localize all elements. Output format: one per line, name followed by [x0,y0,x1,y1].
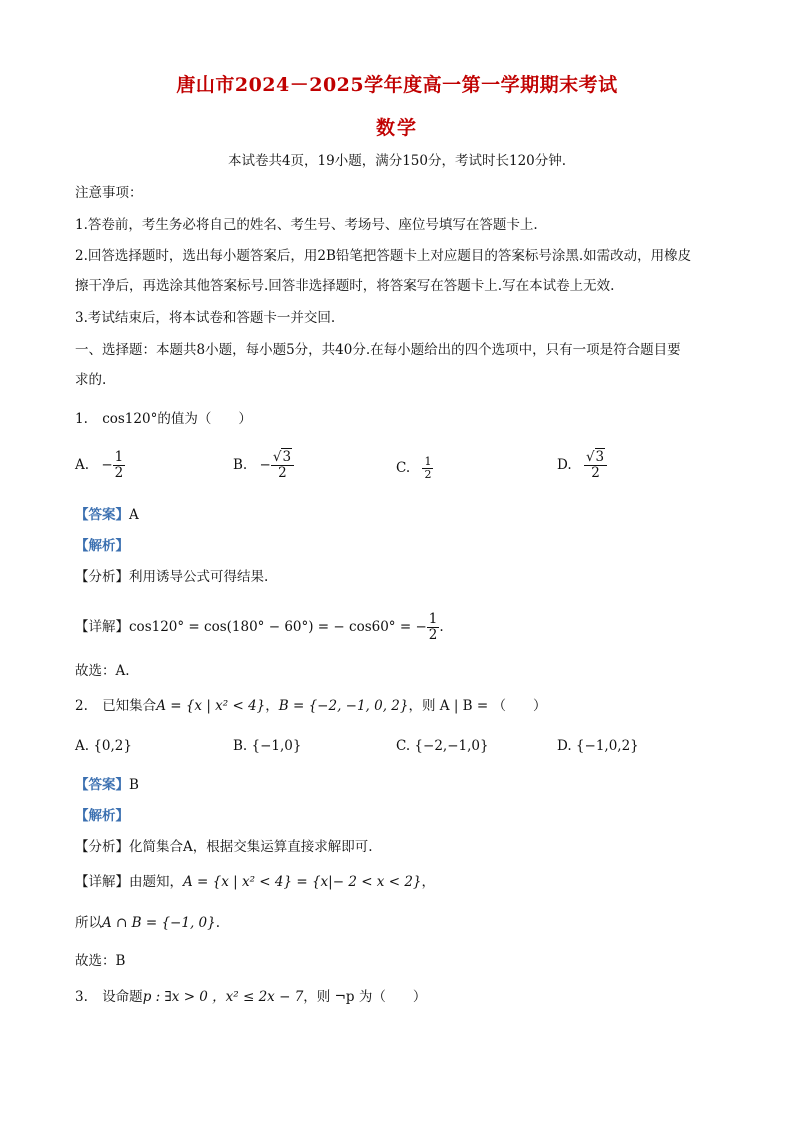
notice-item-2-line-2: 擦干净后，再选涂其他答案标号.回答非选择题时，将答案写在答题卡上.写在本试卷上无效. [75,278,615,294]
question-2-prefix: 已知集合 [102,698,157,714]
q2-answer [75,776,139,794]
question-2-number: 2. [75,698,88,714]
question-2 [75,697,547,715]
q2-answer-value: B [129,777,139,793]
q1-choose-value: A. [115,663,130,679]
q2-result-prefix: 所以 [75,915,102,931]
fenxi-label: 【分析】 [75,839,129,855]
q2-analysis [75,807,129,825]
section-1-line-2: 求的. [75,372,107,388]
answer-label: 【答案】 [75,777,129,793]
q2-choose-value: B [115,953,126,969]
q1-detail [75,612,444,643]
q1-detail-end: . [439,618,444,635]
detail-label: 【详解】 [75,874,129,890]
question-3-number: 3. [75,989,88,1005]
q1-detail-expression: cos120° = cos(180° − 60°) = − cos60° = − [129,618,427,635]
question-1-option-c [396,456,433,481]
question-3 [75,988,426,1006]
question-2-ask: ，则 A | B = （ ） [408,698,547,714]
question-1-option-a: A. − $\frac{1}{2}$ [75,449,124,481]
q1-fenxi [75,568,268,586]
fraction-one-half: $\frac{1}{2}$ [114,449,124,481]
fenxi-label: 【分析】 [75,569,129,585]
option-b-label: B. [233,456,248,473]
set-b-definition: B = {−2, −1, 0, 2} [278,698,409,714]
q2-detail [75,873,435,891]
question-2-option-c: C. {−2,−1,0} [396,738,489,754]
question-2-option-d: D. {−1,0,2} [557,738,639,754]
q1-analysis [75,537,129,555]
notice-item-3: 3.考试结束后，将本试卷和答题卡一并交回. [75,310,336,326]
q1-fenxi-text: 利用诱导公式可得结果. [129,569,269,585]
proposition-p: p : ∃x > 0 ，x² ≤ 2x − 7 [142,989,304,1005]
fraction-sqrt3-half: $\frac{√3}{2}$ [271,450,294,481]
answer-label: 【答案】 [75,507,129,523]
option-c-label: C. [396,460,411,477]
question-1-expression: cos120° [102,411,158,427]
fraction-one-half-small: $\frac{1}{2}$ [424,455,432,482]
q1-answer-value: A [129,507,139,523]
question-1 [75,410,252,428]
notice-item-1: 1.答卷前，考生务必将自己的姓名、考生号、考场号、座位号填写在答题卡上. [75,217,538,233]
option-a-label: A. [75,456,90,473]
notice-heading: 注意事项： [75,185,143,201]
question-1-option-d [557,450,607,481]
fraction-one-half-detail: $\frac{1}{2}$ [428,611,438,643]
choose-label: 故选： [75,953,116,969]
question-2-option-a: A. {0,2} [75,738,132,754]
q2-detail-expression: A = {x | x² < 4} = {x|− 2 < x < 2} [183,874,422,890]
notice-item-2-line-1: 2.回答选择题时，选出每小题答案后，用2B铅笔把答题卡上对应题目的答案标号涂黑.如需改动，用橡皮 [75,248,692,264]
question-1-option-b: B. − $\frac{√3}{2}$ [233,450,294,481]
analysis-label: 【解析】 [75,538,129,554]
question-1-number: 1. [75,411,88,427]
exam-info: 本试卷共4页，19小题，满分150分，考试时长120分钟. [227,153,567,169]
q2-detail-prefix: 由题知， [129,874,183,890]
question-2-separator: ， [265,698,279,714]
q2-fenxi [75,838,373,856]
q2-result-expression: A ∩ B = {−1, 0} [102,915,216,931]
question-2-option-b: B. {−1,0} [233,738,302,754]
choose-label: 故选： [75,663,116,679]
detail-label: 【详解】 [75,618,129,635]
q1-answer [75,506,139,524]
question-1-suffix: 的值为（ ） [157,411,252,427]
q2-result [75,914,220,932]
exam-title: 唐山市2024－2025学年度高一第一学期期末考试 [176,74,618,96]
question-3-ask: ，则 ¬p 为（ ） [303,989,427,1005]
q2-choose [75,952,125,970]
exam-subject: 数学 [375,117,418,139]
option-d-label: D. [557,456,572,473]
analysis-label: 【解析】 [75,808,129,824]
question-3-prefix: 设命题 [102,989,143,1005]
q2-result-end: . [215,915,221,931]
q2-detail-end: ， [421,874,435,890]
section-1-line-1: 一、选择题：本题共8小题，每小题5分，共40分.在每小题给出的四个选项中，只有一项是符合题目要 [75,342,681,358]
q1-choose [75,662,130,680]
q2-fenxi-text: 化简集合A，根据交集运算直接求解即可. [129,839,373,855]
fraction-sqrt3-half-positive: $\frac{√3}{2}$ [584,450,607,481]
set-a-definition: A = {x | x² < 4} [156,698,266,714]
